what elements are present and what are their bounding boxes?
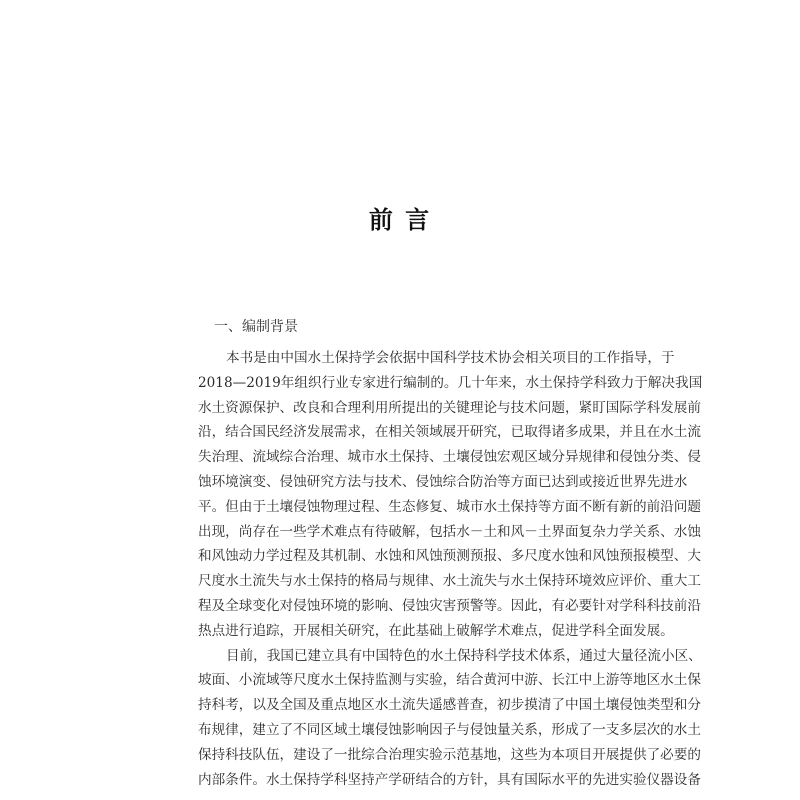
body-text <box>198 346 703 792</box>
paragraph-line: 持科考，以及全国及重点地区水土流失遥感普查，初步摸清了中国土壤侵蚀类型和分 <box>198 697 701 714</box>
paragraph-line: 2018—2019年组织行业专家进行编制的。几十年来，水土保持学科致力于解决我国 <box>198 374 703 391</box>
paragraph-line: 热点进行追踪，开展相关研究，在此基础上破解学术难点，促进学科全面发展。 <box>198 622 674 639</box>
paragraph-line: 本书是由中国水土保持学会依据中国科学技术协会相关项目的工作指导，于 <box>226 350 675 366</box>
paragraph-line: 沿，结合国民经济发展需求，在相关领域展开研究，已取得诸多成果，并且在水土流 <box>198 424 701 441</box>
paragraph-line: 内部条件。水土保持学科坚持产学研结合的方针，具有国际水平的先进实验仪器设备 <box>198 771 701 788</box>
paragraph-line: 程及全球变化对侵蚀环境的影响、侵蚀灾害预警等。因此，有必要针对学科科技前沿 <box>198 597 701 614</box>
paragraph-line: 目前，我国已建立具有中国特色的水土保持科学技术体系，通过大量径流小区、 <box>226 647 702 664</box>
paragraph-line: 尺度水土流失与水土保持的格局与规律、水土流失与水土保持环境效应评价、重大工 <box>198 573 701 590</box>
paragraph-line: 失治理、流域综合治理、城市水土保持、土壤侵蚀宏观区域分异规律和侵蚀分类、侵 <box>198 449 701 466</box>
paragraph-line: 坡面、小流域等尺度水土保持监测与实验，结合黄河中游、长江中上游等地区水土保 <box>198 672 701 689</box>
page-title: 前 言 <box>368 206 432 234</box>
paragraph-line: 保持科技队伍，建设了一批综合治理实验示范基地，这些为本项目开展提供了必要的 <box>198 746 701 763</box>
paragraph-line: 和风蚀动力学过程及其机制、水蚀和风蚀预测预报、多尺度水蚀和风蚀预报模型、大 <box>198 548 701 565</box>
paragraph-line: 布规律，建立了不同区域土壤侵蚀影响因子与侵蚀量关系，形成了一支多层次的水土 <box>198 721 701 738</box>
section-heading: 一、编制背景 <box>214 319 298 335</box>
paragraph-line: 平。但由于土壤侵蚀物理过程、生态修复、城市水土保持等方面不断有新的前沿问题 <box>198 498 701 515</box>
paragraph-line: 蚀环境演变、侵蚀研究方法与技术、侵蚀综合防治等方面已达到或接近世界先进水 <box>198 473 688 490</box>
paragraph-line: 水土资源保护、改良和合理利用所提出的关键理论与技术问题，紧盯国际学科发展前 <box>198 399 701 416</box>
paragraph-line: 出现，尚存在一些学术难点有待破解，包括水－土和风－土界面复杂力学关系、水蚀 <box>198 523 701 540</box>
